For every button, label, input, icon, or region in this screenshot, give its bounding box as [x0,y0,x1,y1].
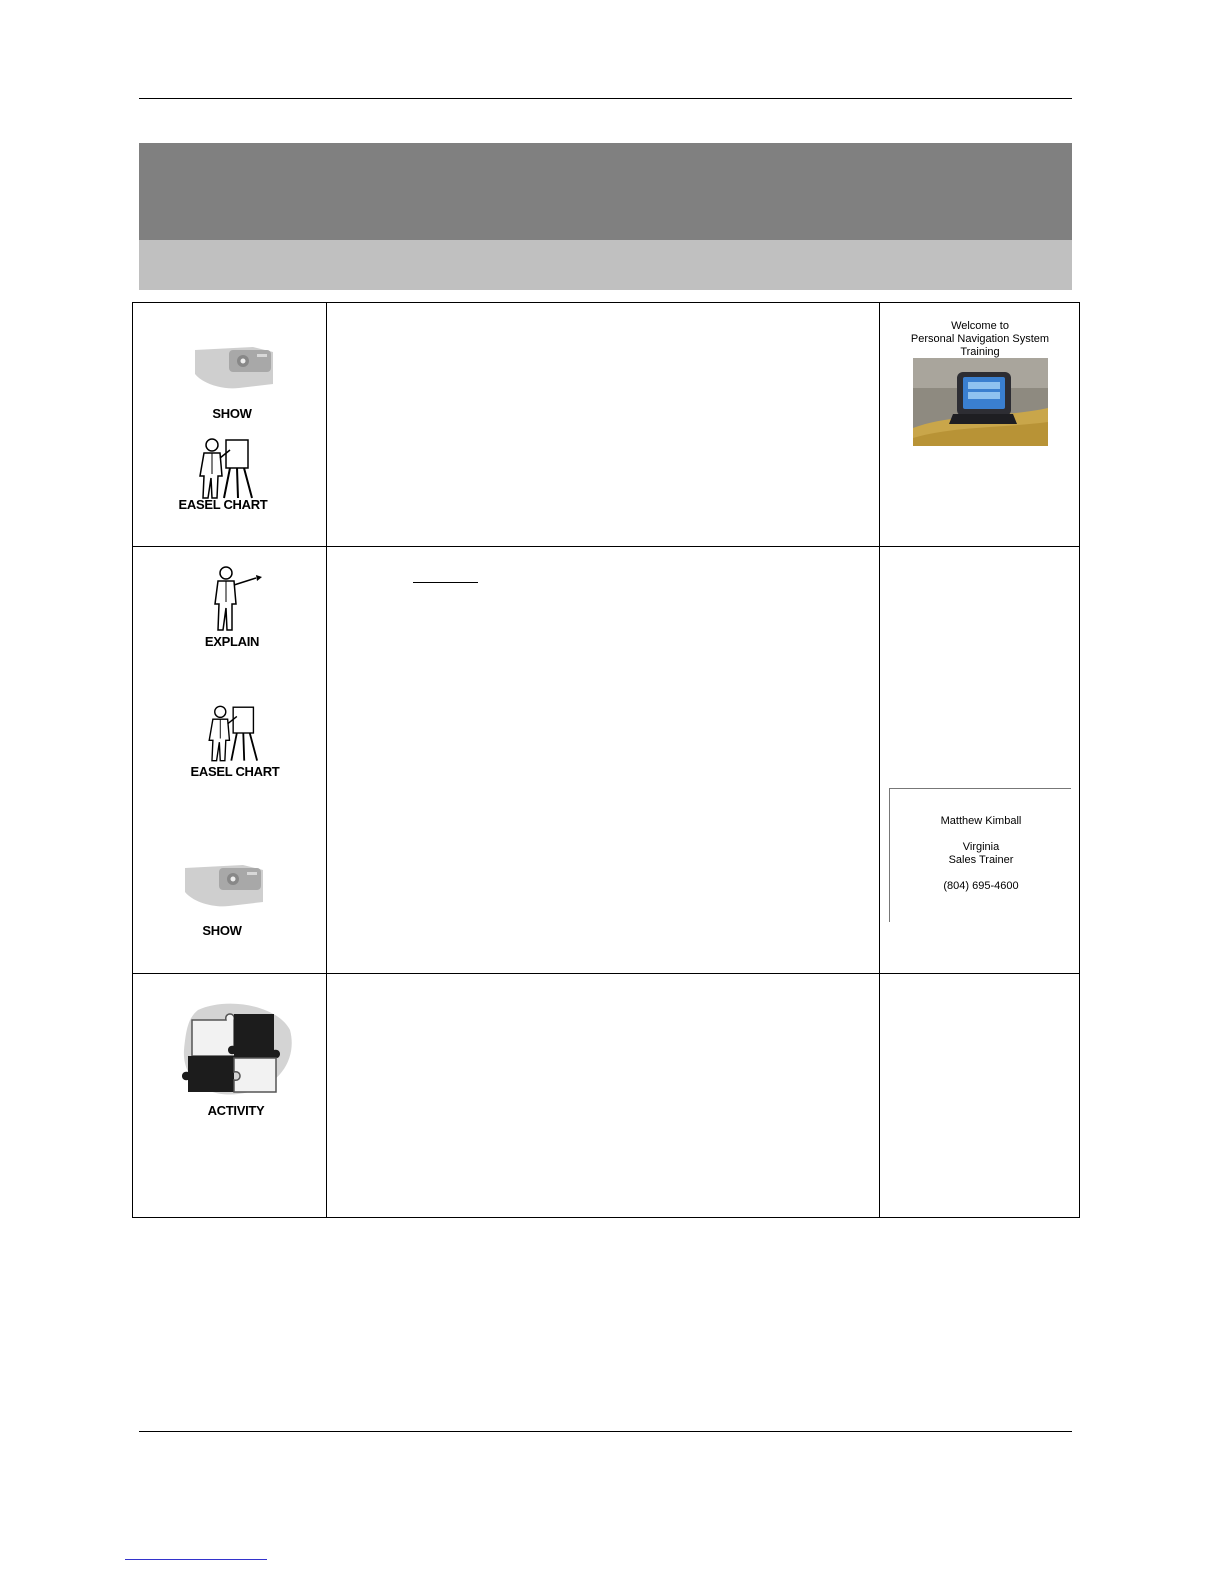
header-band-dark [139,143,1072,240]
footnote-link-underline[interactable] [125,1559,267,1560]
row-divider [133,546,1079,547]
header-rule [139,98,1072,99]
slide-title-line: Personal Navigation System [910,333,1050,345]
easel-chart-label: EASEL CHART [178,497,268,512]
trainer-phone: (804) 695-4600 [943,880,1019,892]
underlined-blank [413,582,478,583]
slide-title-line: Training [960,346,1000,358]
trainer-name: Matthew Kimball [940,815,1022,827]
column-divider [326,303,327,1217]
slide-title [880,320,1080,359]
presenter-pointing-icon [210,566,264,632]
presenter-easel-icon [200,702,270,764]
presenter-easel-icon [190,436,266,500]
row-divider [133,973,1079,974]
easel-chart-label: EASEL CHART [190,764,280,779]
footer-rule [139,1431,1072,1432]
explain-label: EXPLAIN [204,634,260,649]
show-label: SHOW [212,406,252,421]
trainer-role: Sales Trainer [948,854,1014,866]
projector-icon [193,344,275,392]
slide-title-line: Welcome to [951,320,1009,332]
trainer-region: Virginia [962,841,1000,853]
trainer-card [889,788,1071,922]
puzzle-icon [178,1000,296,1098]
projector-icon [183,862,265,910]
activity-label: ACTIVITY [207,1103,265,1118]
show-label: SHOW [202,923,242,938]
gps-device-photo [913,358,1048,446]
header-band-light [139,240,1072,290]
column-divider [879,303,880,1217]
